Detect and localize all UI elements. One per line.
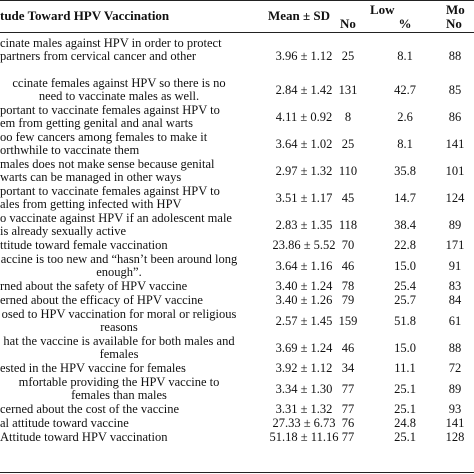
row-moderate-no: 93: [448, 402, 462, 416]
top-rule: [0, 0, 474, 1]
row-low-no: 79: [341, 293, 355, 307]
row-item-text: rned about the safety of HPV vaccine: [0, 279, 188, 293]
row-low-percent: 25.1: [394, 402, 416, 416]
row-low-percent: 38.4: [394, 218, 416, 232]
header-low: Low: [370, 2, 395, 17]
row-moderate-no: 101: [445, 164, 465, 178]
row-moderate-no: 72: [448, 361, 462, 375]
row-mean-sd: 3.69 ± 1.24: [275, 341, 333, 355]
row-item-text: erned about the efficacy of HPV vaccine: [0, 293, 203, 307]
row-item-text: accine is too new and “hasn’t been around long enough”.: [0, 252, 238, 279]
row-item-text: Attitude toward HPV vaccination: [0, 430, 168, 444]
row-moderate-no: 128: [445, 430, 465, 444]
header-low-no: No: [340, 16, 356, 31]
row-low-percent: 25.1: [394, 382, 416, 396]
row-low-no: 70: [341, 238, 355, 252]
row-low-no: 45: [341, 191, 355, 205]
row-item-text: portant to vaccinate females against HPV to em from getting genital and anal warts: [0, 103, 220, 130]
row-low-no: 118: [338, 218, 358, 232]
row-low-percent: 25.1: [394, 430, 416, 444]
row-mean-sd: 3.96 ± 1.12: [275, 49, 333, 63]
row-moderate-no: 88: [448, 49, 462, 63]
row-mean-sd: 2.84 ± 1.42: [275, 83, 333, 97]
row-mean-sd: 3.34 ± 1.30: [275, 382, 333, 396]
row-item-text: oo few cancers among females to make it orthwhile to vaccinate them: [0, 130, 208, 157]
row-low-no: 25: [341, 49, 355, 63]
row-low-percent: 51.8: [394, 314, 416, 328]
row-item-text: ccinate females against HPV so there is no need to vaccinate males as well.: [12, 76, 226, 103]
row-moderate-no: 141: [445, 137, 465, 151]
row-low-no: 131: [338, 83, 358, 97]
row-mean-sd: 4.11 ± 0.92: [275, 110, 333, 124]
row-low-no: 110: [338, 164, 358, 178]
row-item-text: cerned about the cost of the vaccine: [0, 402, 180, 416]
row-low-percent: 25.4: [394, 279, 416, 293]
row-low-percent: 42.7: [394, 83, 416, 97]
row-moderate-no: 124: [445, 191, 465, 205]
row-low-percent: 25.7: [394, 293, 416, 307]
row-moderate-no: 89: [448, 382, 462, 396]
row-low-percent: 8.1: [397, 49, 413, 63]
row-moderate-no: 84: [448, 293, 462, 307]
row-item-text: mfortable providing the HPV vaccine to females than males: [18, 375, 220, 402]
row-mean-sd: 3.40 ± 1.24: [275, 279, 333, 293]
row-mean-sd: 3.31 ± 1.32: [275, 402, 333, 416]
row-low-no: 76: [341, 416, 355, 430]
row-mean-sd: 2.83 ± 1.35: [275, 218, 333, 232]
row-low-no: 77: [341, 430, 355, 444]
row-moderate-no: 91: [448, 259, 462, 273]
row-mean-sd: 3.40 ± 1.26: [275, 293, 333, 307]
row-moderate-no: 86: [448, 110, 462, 124]
row-item-text: osed to HPV vaccination for moral or religious reasons: [1, 307, 237, 334]
row-moderate-no: 85: [448, 83, 462, 97]
row-mean-sd: 2.97 ± 1.32: [275, 164, 333, 178]
row-item-text: al attitude toward vaccine: [0, 416, 129, 430]
header-low-percent: %: [398, 16, 412, 31]
row-low-no: 25: [341, 137, 355, 151]
row-item-text: o vaccinate against HPV if an adolescent male is already sexually active: [0, 211, 232, 238]
row-low-percent: 8.1: [397, 137, 413, 151]
row-low-percent: 14.7: [394, 191, 416, 205]
row-moderate-no: 83: [448, 279, 462, 293]
row-item-text: ested in the HPV vaccine for females: [0, 361, 186, 375]
row-mean-sd: 3.92 ± 1.12: [275, 361, 333, 375]
row-low-no: 8: [344, 110, 352, 124]
row-mean-sd: 3.64 ± 1.16: [275, 259, 333, 273]
row-mean-sd: 3.51 ± 1.17: [275, 191, 333, 205]
row-item-text: portant to vaccinate females against HPV to ales from getting infected with HPV: [0, 184, 220, 211]
row-moderate-no: 141: [445, 416, 465, 430]
row-mean-sd: 51.18 ± 11.16: [269, 430, 339, 444]
row-low-percent: 22.8: [394, 238, 416, 252]
row-mean-sd: 2.57 ± 1.45: [275, 314, 333, 328]
row-mean-sd: 3.64 ± 1.02: [275, 137, 333, 151]
row-low-no: 78: [341, 279, 355, 293]
row-item-text: males does not make sense because genital warts can be managed in other ways: [0, 157, 215, 184]
row-low-no: 77: [341, 382, 355, 396]
row-low-percent: 15.0: [394, 341, 416, 355]
row-moderate-no: 88: [448, 341, 462, 355]
header-rule: [0, 32, 474, 33]
row-item-text: ttitude toward female vaccination: [0, 238, 168, 252]
header-mod-no: No: [446, 16, 462, 31]
row-moderate-no: 171: [445, 238, 465, 252]
row-moderate-no: 61: [448, 314, 462, 328]
row-low-no: 77: [341, 402, 355, 416]
bottom-rule: [0, 472, 474, 473]
row-low-percent: 35.8: [394, 164, 416, 178]
row-mean-sd: 27.33 ± 6.73: [272, 416, 336, 430]
row-low-percent: 2.6: [397, 110, 413, 124]
row-item-text: cinate males against HPV in order to protect partners from cervical cancer and other: [0, 36, 222, 63]
header-attitude: tude Toward HPV Vaccination: [0, 8, 170, 23]
row-low-percent: 15.0: [394, 259, 416, 273]
header-moderate: Mo: [446, 2, 465, 17]
row-low-no: 46: [341, 341, 355, 355]
row-low-no: 46: [341, 259, 355, 273]
row-item-text: hat the vaccine is available for both males and females: [3, 334, 235, 361]
row-low-percent: 11.1: [394, 361, 416, 375]
row-moderate-no: 89: [448, 218, 462, 232]
row-low-percent: 24.8: [394, 416, 416, 430]
row-low-no: 159: [338, 314, 358, 328]
row-mean-sd: 23.86 ± 5.52: [272, 238, 336, 252]
row-low-no: 34: [341, 361, 355, 375]
header-mean-sd: Mean ± SD: [268, 8, 331, 23]
